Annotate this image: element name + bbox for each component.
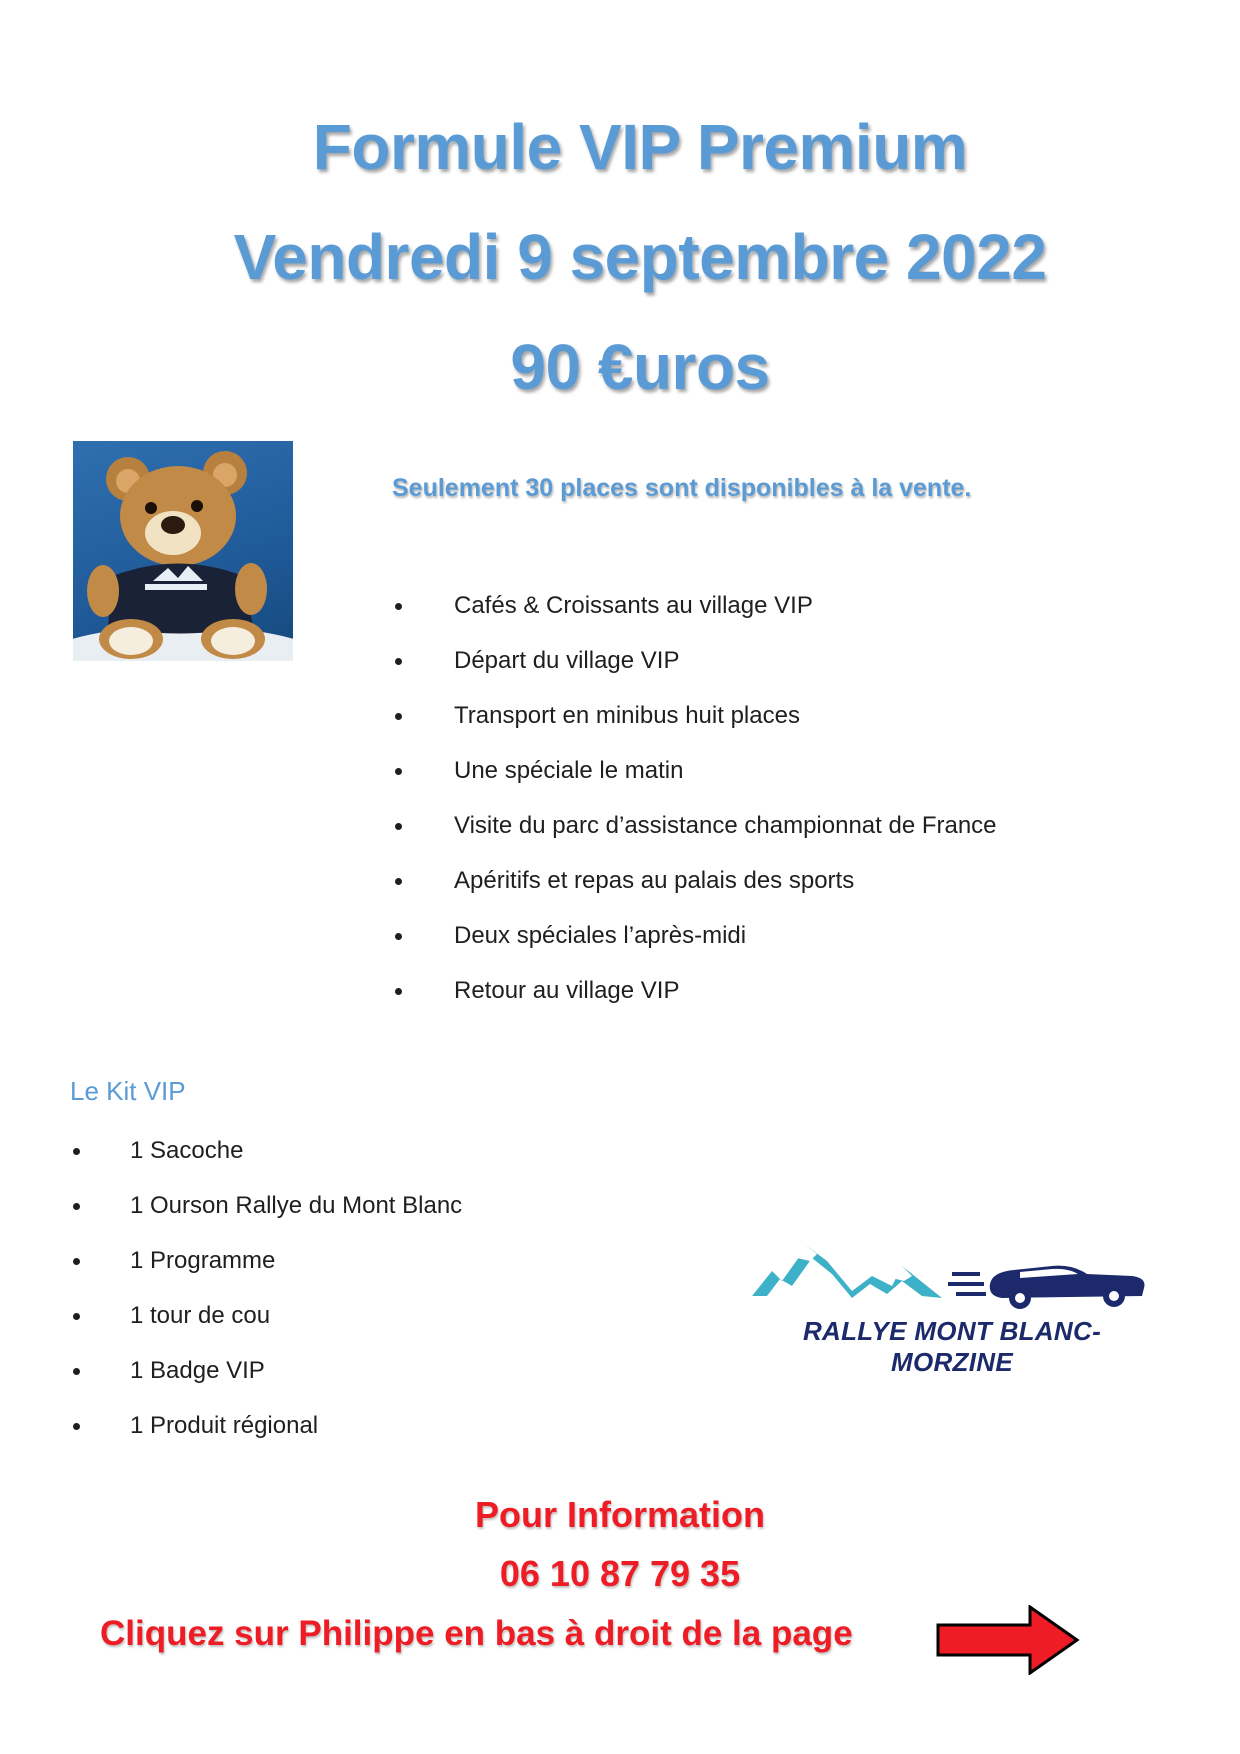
bullet-icon <box>395 713 402 720</box>
right-arrow-icon <box>935 1605 1080 1675</box>
contact-instruction: Cliquez sur Philippe en bas à droit de la page <box>100 1614 853 1653</box>
list-item <box>393 859 993 902</box>
list-item <box>393 804 1014 847</box>
phone-number: 06 10 87 79 35 <box>499 1553 741 1594</box>
list-item <box>70 1349 570 1392</box>
bullet-icon <box>73 1368 80 1375</box>
list-item-text: Départ du village VIP <box>454 647 680 674</box>
list-item <box>393 749 993 792</box>
kit-title: Le Kit VIP <box>70 1076 186 1106</box>
list-item-text: Deux spéciales l’après-midi <box>454 922 747 949</box>
list-item-text: 1 Produit régional <box>130 1412 319 1439</box>
page-title: Formule VIP Premium <box>312 111 968 183</box>
page-header <box>0 92 1240 422</box>
list-item-text: 1 Programme <box>130 1247 276 1274</box>
bullet-icon <box>395 878 402 885</box>
list-item-text: Apéritifs et repas au palais des sports <box>454 867 855 894</box>
list-item <box>70 1129 570 1172</box>
price: 90 €uros <box>510 331 770 403</box>
list-item <box>70 1294 570 1337</box>
list-item-text: Une spéciale le matin <box>454 757 684 784</box>
program-list <box>393 584 997 1024</box>
availability-note: Seulement 30 places sont disponibles à la vente. <box>392 474 972 502</box>
list-item <box>393 694 993 737</box>
list-item-text: 1 Badge VIP <box>130 1357 265 1384</box>
bullet-icon <box>73 1258 80 1265</box>
bullet-icon <box>395 933 402 940</box>
bullet-icon <box>395 603 402 610</box>
list-item <box>70 1239 570 1282</box>
kit-list <box>70 1129 570 1459</box>
logo-text: RALLYE MONT BLANC-MORZINE <box>802 1316 1102 1377</box>
bullet-icon <box>73 1203 80 1210</box>
list-item-text: 1 tour de cou <box>130 1302 271 1329</box>
list-item <box>393 914 993 957</box>
event-date: Vendredi 9 septembre 2022 <box>233 221 1047 293</box>
info-title: Pour Information <box>475 1494 765 1535</box>
list-item-text: Transport en minibus huit places <box>454 702 800 729</box>
bullet-icon <box>395 768 402 775</box>
list-item-text: 1 Sacoche <box>130 1137 244 1164</box>
bullet-icon <box>395 658 402 665</box>
list-item-text: Visite du parc d’assistance championnat de France <box>454 812 997 839</box>
list-item-text: Cafés & Croissants au village VIP <box>454 592 813 619</box>
bullet-icon <box>395 823 402 830</box>
list-item <box>393 584 993 627</box>
bullet-icon <box>73 1313 80 1320</box>
list-item-text: Retour au village VIP <box>454 977 680 1004</box>
bullet-icon <box>73 1423 80 1430</box>
list-item <box>70 1184 570 1227</box>
list-item <box>393 969 993 1012</box>
bullet-icon <box>395 988 402 995</box>
teddy-bear-photo <box>73 441 293 661</box>
list-item-text: 1 Ourson Rallye du Mont Blanc <box>130 1192 463 1219</box>
bullet-icon <box>73 1148 80 1155</box>
list-item <box>393 639 993 682</box>
list-item <box>70 1404 570 1447</box>
